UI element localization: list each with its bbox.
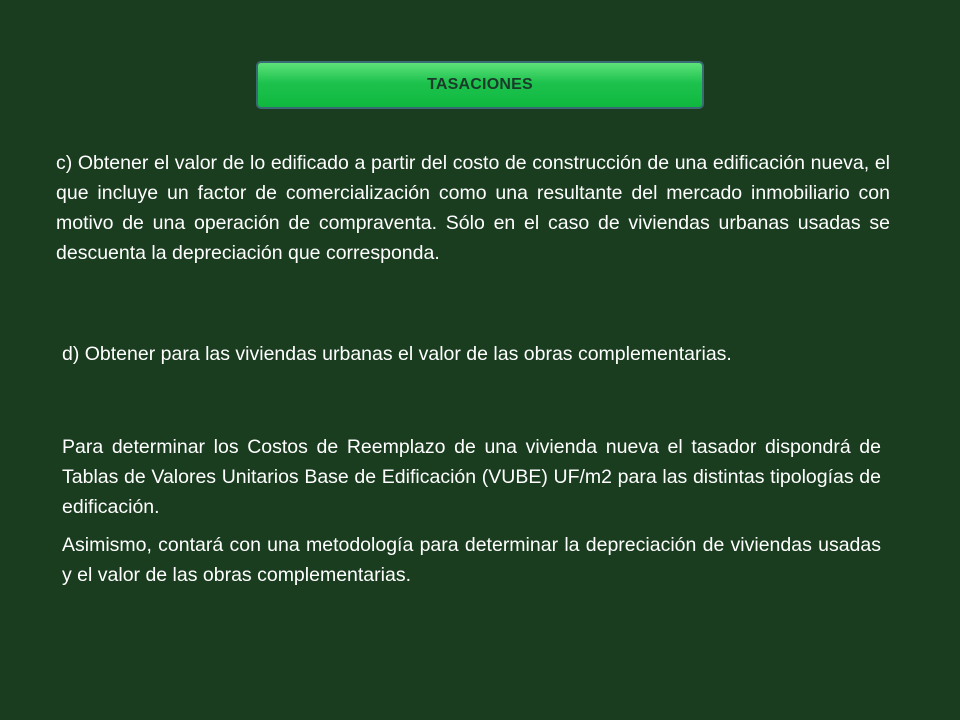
paragraph-d: d) Obtener para las viviendas urbanas el valor de las obras complementarias. — [62, 343, 732, 365]
page-title: TASACIONES — [427, 76, 533, 93]
paragraph-metodologia: Asimismo, contará con una metodología para determinar la depreciación de viviendas usadas y el valor de las obras complementarias. — [62, 534, 881, 586]
paragraph-c: c) Obtener el valor de lo edificado a partir del costo de construcción de una edificación nueva, el que incluye un factor de comercialización como una resultante del mercado inmobiliario con motivo de una operación de compraventa. Sólo en el caso de viviendas urbanas usadas se descuenta la depreciación que corresponda. — [56, 152, 890, 264]
title-banner — [256, 61, 704, 109]
paragraph-costos-reemplazo: Para determinar los Costos de Reemplazo de una vivienda nueva el tasador dispondrá de Tablas de Valores Unitarios Base de Edificación (VUBE) UF/m2 para las distintas tipologías de edificación. — [62, 436, 881, 518]
